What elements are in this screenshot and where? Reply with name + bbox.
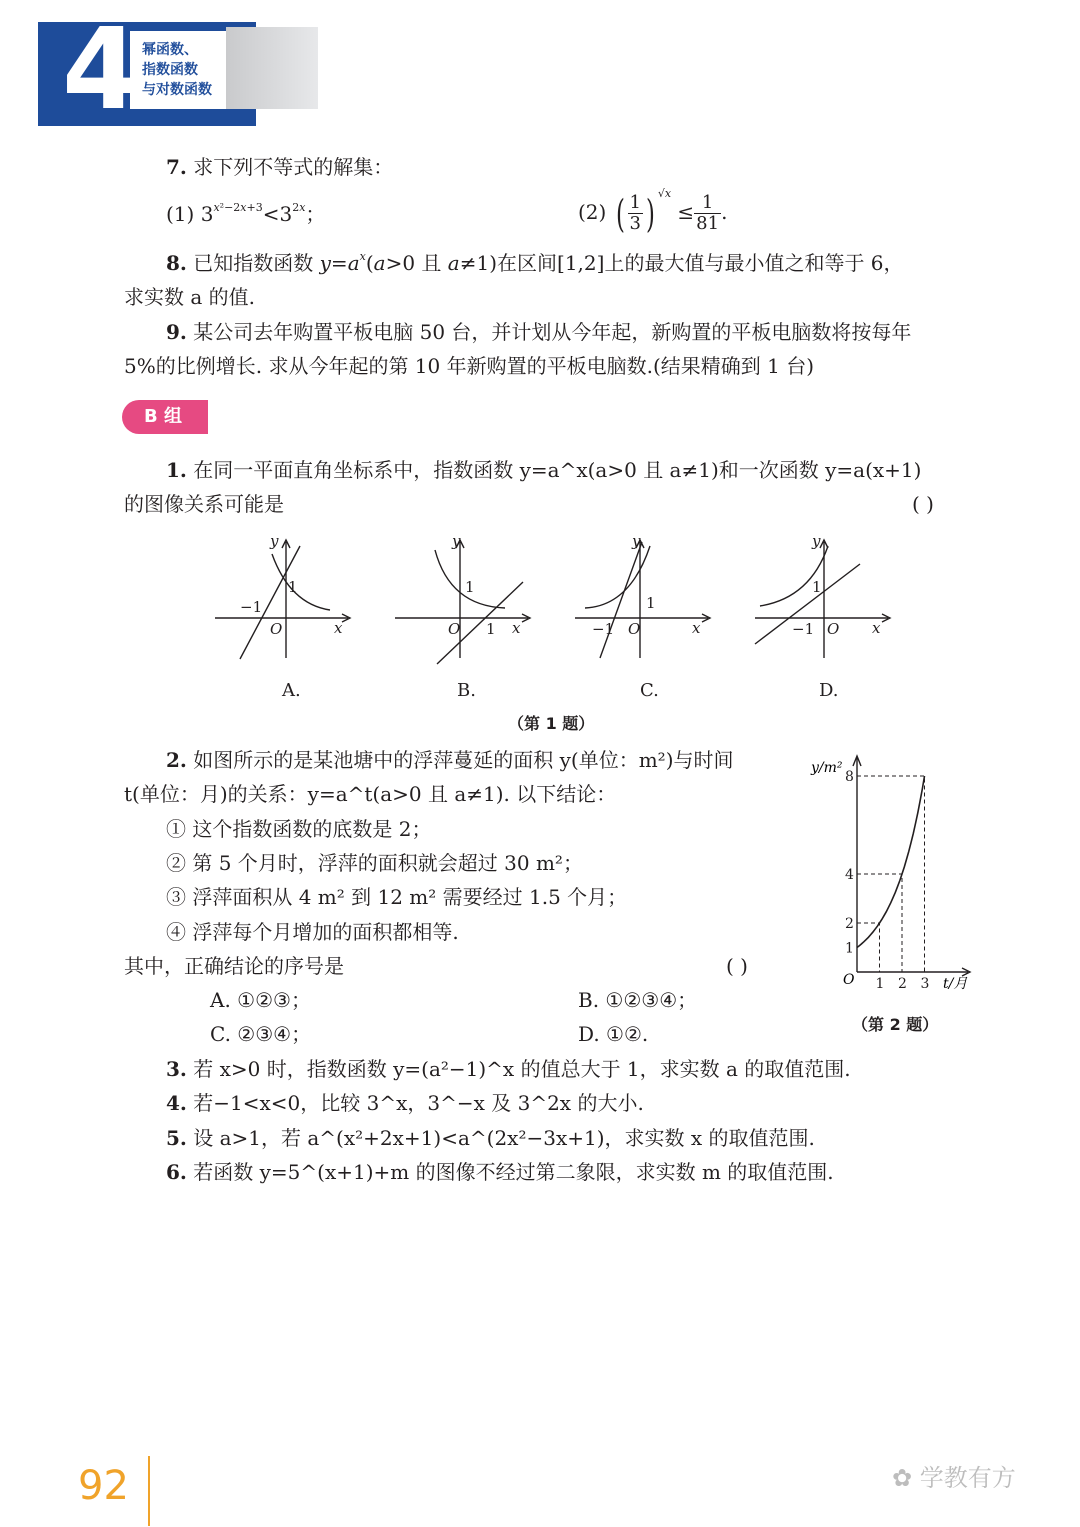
problem-text: 设 a>1，若 a^(x²+2x+1)<a^(2x²−3x+1)，求实数 x 的取值范围. [193,1126,815,1150]
problem-b1-line-2: 的图像关系可能是 [124,492,284,516]
problem-b2-chart [805,752,980,997]
choice-b: B. ①②③④； [578,988,698,1012]
svg-text:−1: −1 [792,620,815,638]
svg-text:1: 1 [646,594,656,612]
statement: ① 这个指数函数的底数是 2； [166,817,432,841]
problem-number: 2. [166,748,187,772]
problem-text: 已知指数函数 [193,251,320,275]
answer-blank: ( ) [726,954,748,978]
choice-c: C. ②③④； [210,1022,312,1046]
choice-d: D. ①②. [578,1022,649,1046]
svg-text:1: 1 [812,578,822,596]
svg-text:y: y [632,534,641,550]
svg-text:O: O [827,620,840,638]
problem-text: 若函数 y=5^(x+1)+m 的图像不经过第二象限，求实数 m 的取值范围. [193,1160,834,1184]
svg-text:y: y [812,534,821,550]
figure-caption: （第 1 题） [508,714,595,733]
part-label: (2) [578,200,607,224]
part-label: (1) [166,202,195,226]
svg-text:O: O [270,620,283,638]
problem-number: 6. [166,1160,187,1184]
figure-caption: （第 2 题） [852,1015,939,1034]
svg-text:O: O [628,620,641,638]
svg-text:−1: −1 [240,598,263,616]
problem-b3 [166,1055,851,1083]
chapter-title-line: 与对数函数 [142,82,212,98]
x-tick-label: 2 [898,976,907,992]
problem-7-part-2: (2) ( $\frac{1}{3}$ ) $^{√x}$ ≤ $\frac{1}{81}$ . [578,187,728,236]
problem-number: 9. [166,320,187,344]
problem-text: 若 x>0 时，指数函数 y=(a²−1)^x 的值总大于 1，求实数 a 的取值范围. [193,1057,851,1081]
option-label: A. [282,680,301,701]
watermark [892,1462,1016,1494]
question-text: 其中，正确结论的序号是 [124,954,344,978]
problem-b1 [166,456,921,484]
origin-label: O [843,972,855,988]
problem-b5 [166,1124,815,1152]
page-number-rule [148,1456,150,1526]
problem-text: 求下列不等式的解集： [193,155,394,179]
graph-b [395,540,530,664]
svg-text:y: y [452,534,461,550]
svg-text:x: x [872,619,881,637]
problem-number: 5. [166,1126,187,1150]
problem-9-line-2: 5%的比例增长. 求从今年起的第 10 年新购置的平板电脑数.(结果精确到 1 台) [124,354,815,378]
answer-blank: ( ) [912,492,934,516]
y-tick-label: 1 [845,940,854,957]
y-tick-label: 4 [845,867,854,883]
chapter-title-line: 幂函数、 [142,42,198,58]
chapter-title-line: 指数函数 [142,62,198,78]
graph-c [575,540,710,658]
problem-number: 4. [166,1091,187,1115]
group-b-badge: B 组 [122,400,208,434]
wechat-icon: ✿ [892,1464,920,1492]
graph-a [215,540,350,659]
guide-line [857,923,880,972]
problem-number: 3. [166,1057,187,1081]
problem-8-line-2: 求实数 a 的值. [124,285,255,309]
problem-text: 在区间[1,2]上的最大值与最小值之和等于 6， [497,251,904,275]
svg-text:1: 1 [288,578,298,596]
svg-text:1: 1 [465,578,475,596]
graph-d [755,540,890,658]
svg-text:y: y [270,534,279,550]
statement: ③ 浮萍面积从 4 m² 到 12 m² 需要经过 1.5 个月； [166,885,628,909]
problem-text: 若−1<x<0，比较 3^x，3^−x 及 3^2x 的大小. [193,1091,644,1115]
option-label: C. [640,680,659,701]
svg-text:x: x [334,619,343,637]
y-tick-label: 8 [845,769,854,785]
x-tick-label: 3 [920,976,930,992]
problem-number: 8. [166,251,187,275]
problem-8: 8. 已知指数函数 $y=a^x(a>0$ 且 a≠1)在区间[1,2]上的最大值与最小值之和等于 6， [166,250,904,275]
problem-number: 7. [166,155,187,179]
problem-7 [166,153,393,181]
problem-7-part-1: (1) $3^{x^2-2x+3}<3^{2x}$； [166,201,326,226]
problem-b2-line-2: t(单位：月)的关系：y=a^t(a>0 且 a≠1). 以下结论： [124,782,617,806]
problem-b2 [166,746,734,774]
statement: ④ 浮萍每个月增加的面积都相等. [166,920,459,944]
problem-b4 [166,1089,644,1117]
problem-b1-graphs [200,534,900,704]
choice-a: A. ①②③； [210,988,311,1012]
y-tick-label: 2 [845,916,854,932]
option-label: B. [457,680,476,701]
svg-text:x: x [512,619,521,637]
chapter-title [142,40,232,100]
chapter-tab-shade [226,27,318,109]
x-axis-label: t/月 [943,976,968,992]
x-tick-label: 1 [875,976,885,992]
problem-9 [166,318,911,346]
problem-number: 1. [166,458,187,482]
page-number: 92 [78,1463,129,1509]
svg-text:x: x [692,619,701,637]
series-line [857,776,925,948]
problem-text: 某公司去年购置平板电脑 50 台，并计划从今年起，新购置的平板电脑数将按每年 [193,320,912,344]
svg-text:−1: −1 [592,620,615,638]
y-axis-label: y/m² [811,760,843,776]
watermark-text: 学教有方 [919,1464,1016,1492]
svg-text:O: O [448,620,461,638]
problem-text: 如图所示的是某池塘中的浮萍蔓延的面积 y(单位：m²)与时间 [193,748,734,772]
problem-text: 在同一平面直角坐标系中，指数函数 y=a^x(a>0 且 a≠1)和一次函数 y=a(x+1) [193,458,922,482]
problem-b6 [166,1158,834,1186]
option-label: D. [819,680,839,701]
svg-text:1: 1 [486,620,496,638]
chapter-number: 4 [62,5,140,135]
statement: ② 第 5 个月时，浮萍的面积就会超过 30 m²； [166,851,583,875]
